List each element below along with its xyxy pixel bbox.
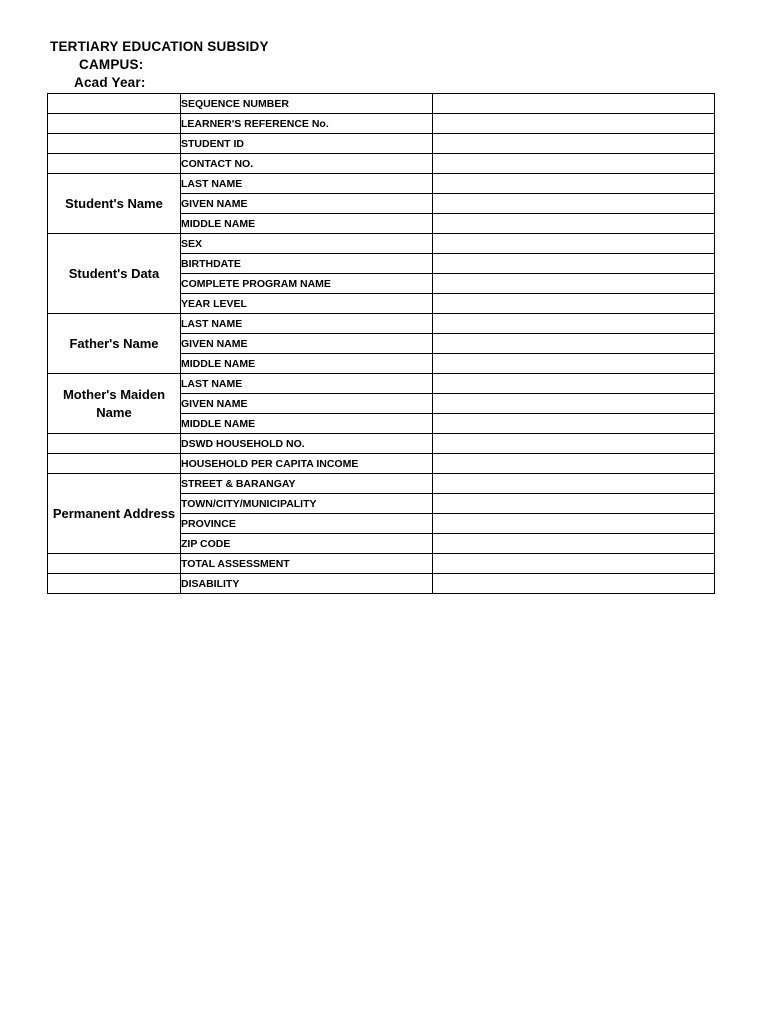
field-label-learners-reference-no: LEARNER'S REFERENCE No. bbox=[181, 114, 433, 134]
field-label-father-last-name: LAST NAME bbox=[181, 314, 433, 334]
value-cell-father-middle-name[interactable] bbox=[433, 354, 715, 374]
field-label-contact-no: CONTACT NO. bbox=[181, 154, 433, 174]
field-label-birthdate: BIRTHDATE bbox=[181, 254, 433, 274]
group-label-father-name: Father's Name bbox=[48, 314, 181, 374]
field-label-mother-last-name: LAST NAME bbox=[181, 374, 433, 394]
value-cell-sex[interactable] bbox=[433, 234, 715, 254]
table-row bbox=[48, 554, 715, 574]
field-label-street-barangay: STREET & BARANGAY bbox=[181, 474, 433, 494]
group-label-student-data: Student's Data bbox=[48, 234, 181, 314]
table-row bbox=[48, 154, 715, 174]
field-label-disability: DISABILITY bbox=[181, 574, 433, 594]
field-label-total-assessment: TOTAL ASSESSMENT bbox=[181, 554, 433, 574]
value-cell-student-id[interactable] bbox=[433, 134, 715, 154]
value-cell-student-last-name[interactable] bbox=[433, 174, 715, 194]
value-cell-father-given-name[interactable] bbox=[433, 334, 715, 354]
value-cell-student-given-name[interactable] bbox=[433, 194, 715, 214]
field-label-student-given-name: GIVEN NAME bbox=[181, 194, 433, 214]
field-label-dswd-household-no: DSWD HOUSEHOLD NO. bbox=[181, 434, 433, 454]
field-label-year-level: YEAR LEVEL bbox=[181, 294, 433, 314]
form-title: TERTIARY EDUCATION SUBSIDY bbox=[50, 39, 269, 54]
acad-year-label: Acad Year: bbox=[74, 75, 146, 90]
table-row bbox=[48, 434, 715, 454]
table-row bbox=[48, 374, 715, 394]
value-cell-mother-last-name[interactable] bbox=[433, 374, 715, 394]
value-cell-province[interactable] bbox=[433, 514, 715, 534]
group-cell-empty bbox=[48, 454, 181, 474]
field-label-student-last-name: LAST NAME bbox=[181, 174, 433, 194]
campus-label: CAMPUS: bbox=[79, 57, 144, 72]
value-cell-town-city-municipality[interactable] bbox=[433, 494, 715, 514]
group-cell-empty bbox=[48, 574, 181, 594]
table-row bbox=[48, 114, 715, 134]
field-label-father-middle-name: MIDDLE NAME bbox=[181, 354, 433, 374]
group-label-permanent-address: Permanent Address bbox=[48, 474, 181, 554]
value-cell-dswd-household-no[interactable] bbox=[433, 434, 715, 454]
field-label-mother-middle-name: MIDDLE NAME bbox=[181, 414, 433, 434]
value-cell-street-barangay[interactable] bbox=[433, 474, 715, 494]
field-label-household-per-capita-income: HOUSEHOLD PER CAPITA INCOME bbox=[181, 454, 433, 474]
field-label-father-given-name: GIVEN NAME bbox=[181, 334, 433, 354]
value-cell-zip-code[interactable] bbox=[433, 534, 715, 554]
table-row bbox=[48, 94, 715, 114]
value-cell-year-level[interactable] bbox=[433, 294, 715, 314]
field-label-sequence-number: SEQUENCE NUMBER bbox=[181, 94, 433, 114]
value-cell-mother-middle-name[interactable] bbox=[433, 414, 715, 434]
field-label-town-city-municipality: TOWN/CITY/MUNICIPALITY bbox=[181, 494, 433, 514]
subsidy-form-table bbox=[47, 93, 715, 594]
group-label-student-name: Student's Name bbox=[48, 174, 181, 234]
value-cell-sequence-number[interactable] bbox=[433, 94, 715, 114]
value-cell-household-per-capita-income[interactable] bbox=[433, 454, 715, 474]
group-cell-empty bbox=[48, 134, 181, 154]
field-label-complete-program-name: COMPLETE PROGRAM NAME bbox=[181, 274, 433, 294]
value-cell-total-assessment[interactable] bbox=[433, 554, 715, 574]
value-cell-contact-no[interactable] bbox=[433, 154, 715, 174]
value-cell-complete-program-name[interactable] bbox=[433, 274, 715, 294]
table-row bbox=[48, 314, 715, 334]
group-cell-empty bbox=[48, 154, 181, 174]
group-cell-empty bbox=[48, 554, 181, 574]
group-cell-empty bbox=[48, 94, 181, 114]
field-label-province: PROVINCE bbox=[181, 514, 433, 534]
table-row bbox=[48, 574, 715, 594]
group-cell-empty bbox=[48, 114, 181, 134]
table-row bbox=[48, 474, 715, 494]
value-cell-disability[interactable] bbox=[433, 574, 715, 594]
value-cell-birthdate[interactable] bbox=[433, 254, 715, 274]
value-cell-student-middle-name[interactable] bbox=[433, 214, 715, 234]
group-label-mother-maiden-name: Mother's Maiden Name bbox=[48, 374, 181, 434]
table-row bbox=[48, 134, 715, 154]
table-row bbox=[48, 174, 715, 194]
value-cell-mother-given-name[interactable] bbox=[433, 394, 715, 414]
field-label-mother-given-name: GIVEN NAME bbox=[181, 394, 433, 414]
field-label-student-middle-name: MIDDLE NAME bbox=[181, 214, 433, 234]
field-label-sex: SEX bbox=[181, 234, 433, 254]
value-cell-learners-reference-no[interactable] bbox=[433, 114, 715, 134]
field-label-zip-code: ZIP CODE bbox=[181, 534, 433, 554]
table-row bbox=[48, 234, 715, 254]
value-cell-father-last-name[interactable] bbox=[433, 314, 715, 334]
field-label-student-id: STUDENT ID bbox=[181, 134, 433, 154]
table-row bbox=[48, 454, 715, 474]
group-cell-empty bbox=[48, 434, 181, 454]
